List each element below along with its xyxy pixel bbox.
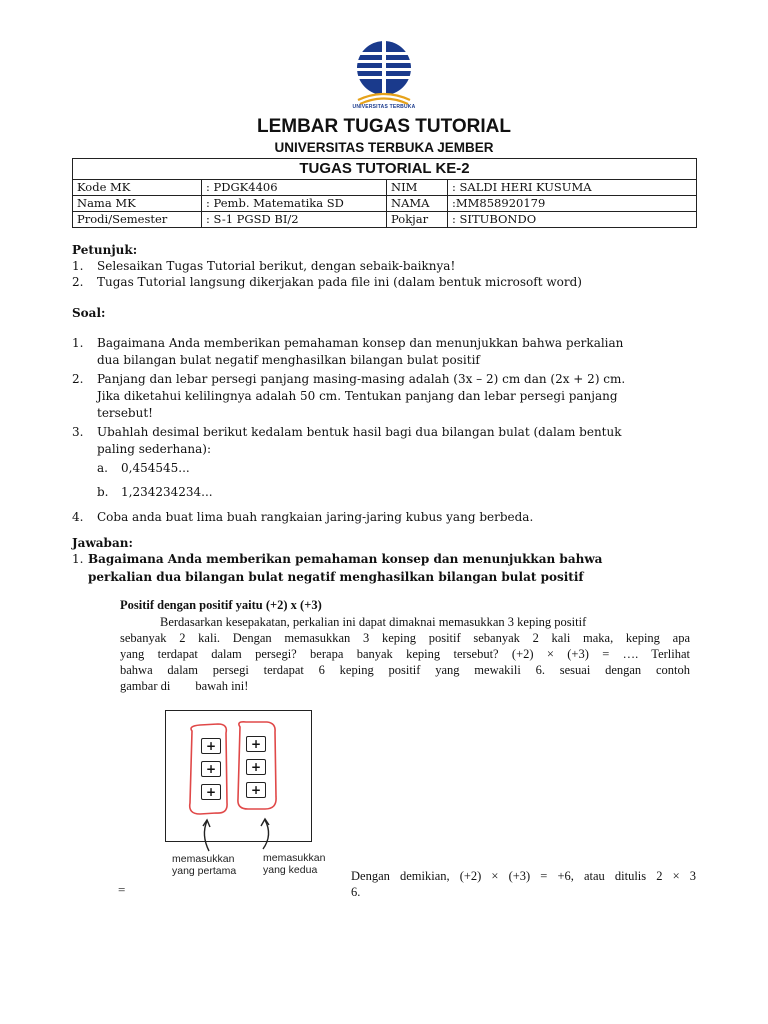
question-text: paling sederhana): bbox=[97, 442, 212, 456]
question-text: dua bilangan bulat negatif menghasilkan bilangan bulat positif bbox=[97, 353, 480, 367]
caption-line: memasukkan bbox=[263, 852, 326, 864]
answer-paragraph-line: yang terdapat dalam persegi? berapa banyak keping tersebut? (+2) × (+3) = …. Terlihat bbox=[120, 647, 690, 661]
question-text: tersebut! bbox=[97, 406, 153, 420]
table-cell: Nama MK bbox=[73, 196, 202, 212]
positive-tile: + bbox=[201, 784, 221, 800]
table-cell: NAMA bbox=[387, 196, 448, 212]
info-table bbox=[72, 158, 697, 228]
caption-line: yang kedua bbox=[263, 864, 318, 876]
positive-tile: + bbox=[246, 736, 266, 752]
answer-question: Bagaimana Anda memberikan pemahaman konsep dan menunjukkan bahwa bbox=[88, 552, 603, 566]
question-number: 4. bbox=[72, 510, 84, 524]
list-item: Selesaikan Tugas Tutorial berikut, dengan sebaik-baiknya! bbox=[97, 259, 456, 273]
question-text: Ubahlah desimal berikut kedalam bentuk hasil bagi dua bilangan bulat (dalam bentuk bbox=[97, 425, 622, 439]
logo-caption: UNIVERSITAS TERBUKA bbox=[352, 104, 416, 110]
option-text: 0,454545... bbox=[121, 461, 190, 475]
list-item-number: 1. bbox=[72, 259, 84, 273]
caption-line: yang pertama bbox=[172, 865, 237, 877]
question-number: 1. bbox=[72, 336, 84, 350]
conclusion-line: 6. bbox=[351, 885, 361, 899]
positive-tile: + bbox=[201, 738, 221, 754]
positive-tile: + bbox=[246, 782, 266, 798]
list-item: Tugas Tutorial langsung dikerjakan pada file ini (dalam bentuk microsoft word) bbox=[97, 275, 582, 289]
question-text: Panjang dan lebar persegi panjang masing-masing adalah (3x – 2) cm dan (2x + 2) cm. bbox=[97, 372, 626, 386]
table-cell: Kode MK bbox=[73, 180, 202, 196]
figure-caption-second bbox=[263, 852, 325, 876]
table-cell: : S-1 PGSD BI/2 bbox=[202, 212, 387, 228]
arrow-icon bbox=[195, 815, 285, 855]
table-cell: : PDGK4406 bbox=[202, 180, 387, 196]
question-number: 3. bbox=[72, 425, 84, 439]
table-cell: :MM858920179 bbox=[448, 196, 697, 212]
table-heading: TUGAS TUTORIAL KE-2 bbox=[73, 159, 697, 180]
table-cell: : Pemb. Matematika SD bbox=[202, 196, 387, 212]
answer-paragraph-line: bahwa dalam persegi terdapat 6 keping positif yang mewakili 6. sesuai dengan contoh bbox=[120, 663, 690, 677]
conclusion-line: Dengan demikian, (+2) × (+3) = +6, atau ditulis 2 × 3 bbox=[351, 869, 696, 883]
table-cell: Prodi/Semester bbox=[73, 212, 202, 228]
question-text: Bagaimana Anda memberikan pemahaman konsep dan menunjukkan bahwa perkalian bbox=[97, 336, 624, 350]
answer-number: 1. bbox=[72, 552, 84, 566]
jawaban-heading: Jawaban: bbox=[72, 536, 133, 550]
table-row bbox=[73, 196, 697, 212]
page-title: LEMBAR TUGAS TUTORIAL bbox=[256, 116, 512, 137]
question-text: Jika diketahui kelilingnya adalah 50 cm. Tentukan panjang dan lebar persegi panjang bbox=[97, 389, 618, 403]
positive-tile: + bbox=[201, 761, 221, 777]
table-cell: : SITUBONDO bbox=[448, 212, 697, 228]
question-text: Coba anda buat lima buah rangkaian jaring-jaring kubus yang berbeda. bbox=[97, 510, 534, 524]
positive-tile: + bbox=[246, 759, 266, 775]
page-subtitle: UNIVERSITAS TERBUKA JEMBER bbox=[274, 140, 494, 155]
figure-caption-first bbox=[172, 853, 236, 877]
answer-subheading: Positif dengan positif yaitu (+2) x (+3) bbox=[120, 598, 322, 612]
table-cell: : SALDI HERI KUSUMA bbox=[448, 180, 697, 196]
question-number: 2. bbox=[72, 372, 84, 386]
option-text: 1,234234234... bbox=[121, 485, 213, 499]
answer-paragraph-line: Berdasarkan kesepakatan, perkalian ini dapat dimaknai memasukkan 3 keping positif bbox=[160, 615, 587, 629]
list-item-number: 2. bbox=[72, 275, 84, 289]
table-cell: Pokjar bbox=[387, 212, 448, 228]
option-label: a. bbox=[97, 461, 108, 475]
answer-paragraph-line: sebanyak 2 kali. Dengan memasukkan 3 keping positif sebanyak 2 kali maka, keping apa bbox=[120, 631, 690, 645]
answer-question: perkalian dua bilangan bulat negatif menghasilkan bilangan bulat positif bbox=[88, 570, 584, 584]
petunjuk-heading: Petunjuk: bbox=[72, 243, 138, 257]
soal-heading: Soal: bbox=[72, 306, 106, 320]
answer-paragraph-line: gambar di bawah ini! bbox=[120, 679, 249, 693]
table-row bbox=[73, 180, 697, 196]
table-row bbox=[73, 212, 697, 228]
equals-sign: = bbox=[118, 882, 126, 897]
option-label: b. bbox=[97, 485, 109, 499]
table-cell: NIM bbox=[387, 180, 448, 196]
caption-line: memasukkan bbox=[172, 853, 235, 865]
